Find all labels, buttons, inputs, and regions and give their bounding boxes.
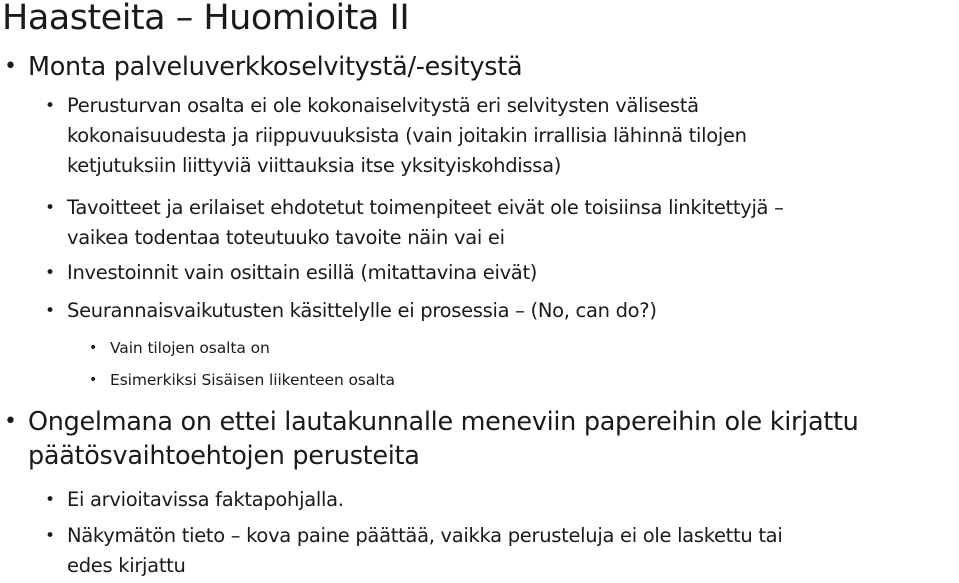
bullet-item-level2 [45,296,657,326]
bullet-text-line: Tavoitteet ja erilaiset ehdotetut toimenpiteet eivät ole toisiinsa linkitettyjä – [67,196,784,219]
bullet-text: Esimerkiksi Sisäisen liikenteen osalta [110,371,395,389]
bullet-item-level1 [4,50,523,84]
bullet-text-line: vaikea todentaa toteutuuko tavoite näin vai ei [67,226,505,249]
bullet-dot-icon: • [4,409,17,434]
bullet-dot-icon: • [45,96,55,116]
bullet-text-line: Perusturvan osalta ei ole kokonaiselvitystä eri selvitysten välisestä [67,94,699,117]
bullet-text-line: ketjutuksiin liittyviä viittauksia itse yksityiskohdissa) [67,154,562,177]
bullet-dot-icon: • [45,526,55,546]
bullet-item-level3 [89,337,270,359]
bullet-text-line: Näkymätön tieto – kova paine päättää, vaikka perusteluja ei ole laskettu tai [67,524,783,547]
bullet-text: Investoinnit vain osittain esillä (mitattavina eivät) [67,261,538,284]
bullet-text-line: edes kirjattu [67,554,186,577]
bullet-item-level2 [45,193,784,253]
bullet-dot-icon: • [89,340,98,356]
bullet-item-level2 [45,485,344,515]
bullet-dot-icon: • [45,263,55,283]
bullet-text-line: Ongelmana on ettei lautakunnalle meneviin papereihin ole kirjattu [28,407,859,437]
bullet-text: Monta palveluverkkoselvitystä/-esitystä [28,52,523,82]
bullet-text-line: kokonaisuudesta ja riippuvuuksista (vain joitakin irrallisia lähinnä tilojen [67,124,747,147]
bullet-item-level1 [4,405,859,473]
bullet-dot-icon: • [89,372,98,388]
bullet-dot-icon: • [45,301,55,321]
bullet-text: Seurannaisvaikutusten käsittelylle ei prosessia – (No, can do?) [67,299,657,322]
bullet-text: Vain tilojen osalta on [110,339,270,357]
bullet-item-level3 [89,369,395,391]
slide-title: Haasteita – Huomioita II [2,0,410,38]
bullet-text: Ei arvioitavissa faktapohjalla. [67,488,344,511]
bullet-dot-icon: • [45,198,55,218]
bullet-text-line: päätösvaihtoehtojen perusteita [28,441,420,471]
bullet-item-level2 [45,521,783,581]
bullet-dot-icon: • [4,54,17,79]
bullet-dot-icon: • [45,490,55,510]
bullet-item-level2 [45,91,747,181]
bullet-item-level2 [45,258,538,288]
